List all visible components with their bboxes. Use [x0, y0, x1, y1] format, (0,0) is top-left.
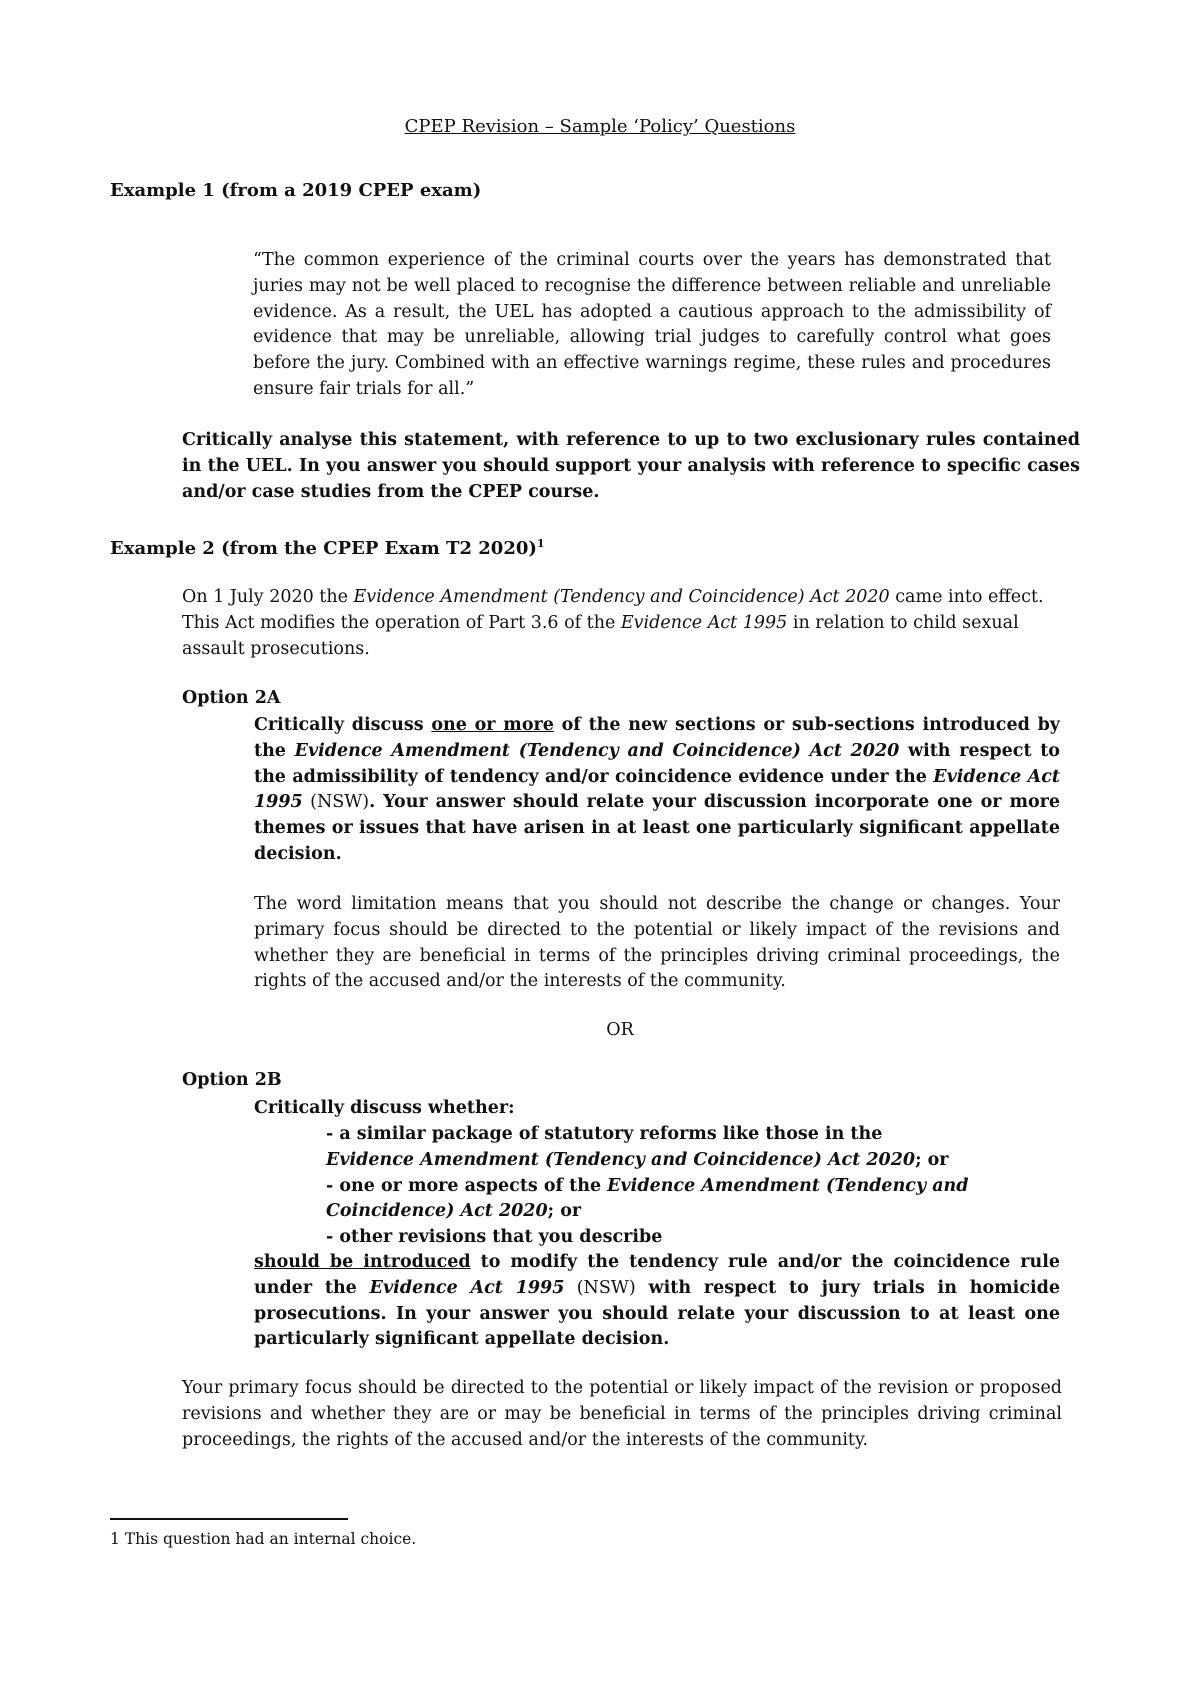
option-2b-underline: should be introduced — [254, 1252, 471, 1272]
item-2-end: ; or — [547, 1201, 582, 1222]
option-2b-tail — [254, 1250, 1060, 1353]
example-1-instruction: Critically analyse this statement, with reference to up to two exclusionary rules contained in the UEL. In you answer you should support your analysis with reference to specific cases and/or case studies from the CPEP course. — [182, 430, 1080, 502]
option-2b-item-3: - other revisions that you describe — [326, 1227, 663, 1248]
option-2b-tail-text-2: with respect to jury trials in homicide prosecutions. In your answer you should relate your discussion to at least one particularly significant appellate decision. — [254, 1277, 1060, 1350]
option-2a-label: Option 2A — [182, 688, 281, 708]
intro-act-1995: Evidence Act 1995 — [620, 612, 788, 633]
footnote-reference[interactable]: 1 — [536, 537, 545, 550]
footnote — [110, 1530, 416, 1548]
example-2-heading-text: Example 2 (from the CPEP Exam T2 2020) — [110, 538, 537, 559]
option-2b-label: Option 2B — [182, 1070, 282, 1090]
item-2-act: Evidence Amendment (Tendency and Coincidence) Act 2020 — [326, 1175, 969, 1222]
option-2a-act-1995: Evidence Act 1995 — [254, 766, 1061, 813]
option-2b-tail-text-1: to modify the tendency rule and/or the coincidence rule under the — [254, 1252, 1060, 1298]
option-2b-item-1 — [326, 1122, 976, 1174]
option-2b-lead: Critically discuss whether: — [254, 1098, 515, 1118]
footnote-number: 1 — [110, 1530, 120, 1548]
option-2b-item-2 — [326, 1174, 976, 1226]
example-1-quote: “The common experience of the criminal courts over the years has demonstrated that juries may not be well placed to recognise the difference between reliable and unreliable evidence. As a result, the UEL has adopted a cautious approach to the admissibility of evidence that may be unreliable, allowing trial judges to carefully control what goes before the jury. Combined with an effective warnings regime, these rules and procedures ensure fair trials for all.” — [253, 250, 1051, 399]
footnote-text: This question had an internal choice. — [119, 1530, 417, 1548]
option-2b-nsw: (NSW) — [564, 1277, 636, 1298]
item-1-end: ; or — [915, 1149, 949, 1170]
example-2-heading — [110, 538, 545, 559]
footnote-separator — [110, 1518, 348, 1520]
option-2a-note: The word limitation means that you should not describe the change or changes. Your primary focus should be directed to the potential or likely impact of the revisions and whether they are beneficial in terms of the principles driving criminal proceedings, the rights of the accused and/or the interests of the community. — [254, 894, 1060, 992]
example-2-intro — [182, 585, 1062, 662]
closing-paragraph: Your primary focus should be directed to the potential or likely impact of the revision or proposed revisions and whether they are or may be beneficial in terms of the principles driving criminal proceedings, the rights of the accused and/or the interests of the community. — [182, 1378, 1062, 1450]
option-2a-text-3: with respect to the admissibility of tendency and/or coincidence evidence under the — [254, 740, 1060, 787]
intro-text-1: On 1 July 2020 the — [182, 587, 354, 607]
option-2b-list — [326, 1122, 976, 1251]
option-2a-text-2: of the new sections or sub-sections introduced by the — [254, 715, 1060, 761]
option-2a-question — [254, 713, 1060, 868]
option-2a-nsw: (NSW) — [302, 792, 370, 813]
example-1-heading: Example 1 (from a 2019 CPEP exam) — [110, 180, 482, 201]
item-1-act: Evidence Amendment (Tendency and Coincidence) Act 2020 — [326, 1149, 916, 1170]
intro-act-2020: Evidence Amendment (Tendency and Coincidence) Act 2020 — [353, 587, 890, 607]
intro-text-3: in relation to child sexual assault prosecutions. — [182, 612, 1019, 659]
option-2a-act-2020: Evidence Amendment (Tendency and Coincidence) Act 2020 — [294, 740, 900, 761]
item-2-text: - one or more aspects of the — [326, 1175, 608, 1196]
item-1-text: - a similar package of statutory reforms like those in the — [326, 1124, 883, 1144]
intro-text-2: came into effect. This Act modifies the operation of Part 3.6 of the — [182, 587, 1044, 633]
option-2a-text-4: . Your answer should relate your discussion incorporate one or more themes or issues that have arisen in at least one particularly significant appellate decision. — [254, 792, 1060, 864]
option-2b-act-1995: Evidence Act 1995 — [369, 1277, 565, 1298]
or-divider: OR — [606, 1020, 634, 1040]
option-2a-text-1: Critically discuss — [254, 715, 432, 735]
option-2a-underline: one or more — [431, 715, 554, 735]
page-title: CPEP Revision – Sample ‘Policy’ Questions — [404, 116, 796, 137]
